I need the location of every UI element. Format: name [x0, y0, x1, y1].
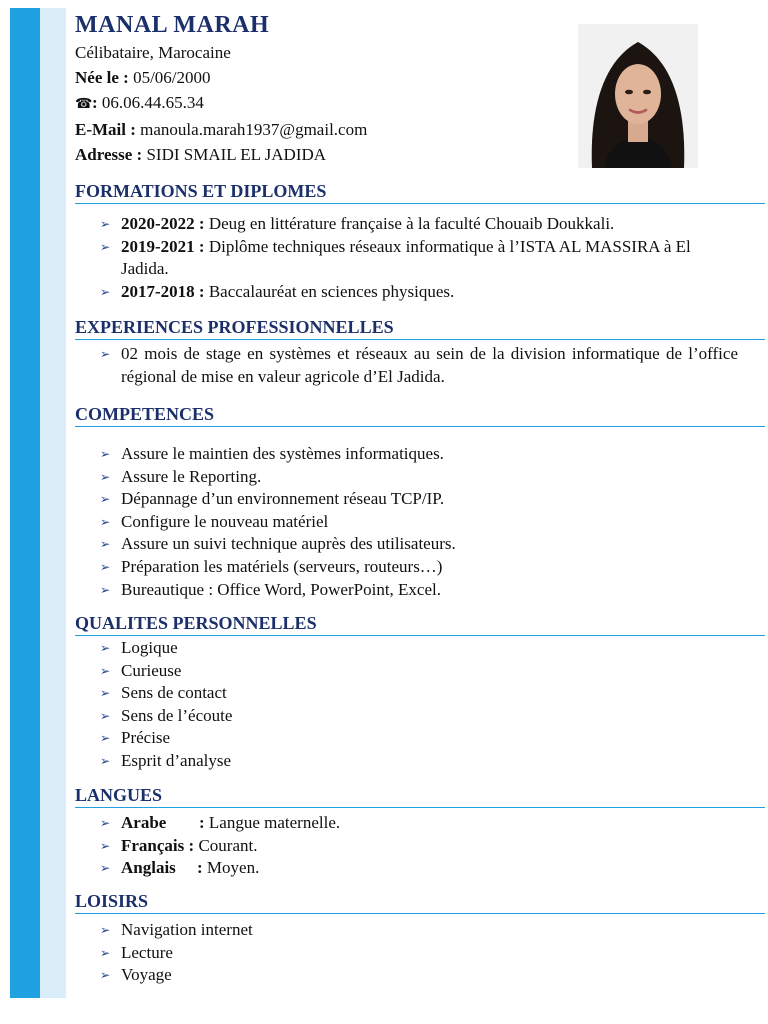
loisirs-list: [100, 919, 738, 987]
list-item: ➢ Voyage: [100, 964, 738, 987]
arrowhead-bullet-icon: ➢: [100, 923, 111, 937]
list-item: ➢ Navigation internet: [100, 919, 738, 942]
address-value: SIDI SMAIL EL JADIDA: [146, 145, 327, 164]
email-value[interactable]: manoula.marah1937@gmail.com: [140, 120, 368, 139]
list-item: ➢ Curieuse: [100, 660, 738, 683]
list-item: ➢ Dépannage d’un environnement réseau TCP/IP.: [100, 488, 738, 511]
competences-list: [100, 443, 738, 601]
section-title-experiences: EXPERIENCES PROFESSIONNELLES: [75, 316, 765, 340]
list-item: ➢ Bureautique : Office Word, PowerPoint, Excel.: [100, 579, 738, 602]
arrowhead-bullet-icon: ➢: [100, 731, 111, 746]
phone-value: 06.06.44.65.34: [101, 93, 204, 112]
arrowhead-bullet-icon: ➢: [100, 708, 111, 723]
list-item: ➢ Assure le maintien des systèmes informatiques.: [100, 443, 738, 466]
list-item: ➢ Logique: [100, 637, 738, 660]
section-title-competences: COMPETENCES: [75, 403, 765, 427]
profile-photo: [578, 24, 698, 168]
list-item: ➢ Sens de l’écoute: [100, 705, 738, 728]
phone: [75, 90, 555, 117]
list-item: ➢ 2019-2021 : Diplôme techniques réseaux informatique à l’ISTA AL MASSIRA à El Jadida.: [100, 236, 691, 279]
side-bar-dark: [10, 8, 40, 998]
personal-info: [75, 10, 555, 167]
formations-list: [100, 213, 738, 303]
arrowhead-bullet-icon: ➢: [100, 968, 111, 983]
address-label: Adresse :: [75, 145, 143, 164]
arrowhead-bullet-icon: ➢: [100, 861, 111, 876]
section-title-qualites: QUALITES PERSONNELLES: [75, 612, 765, 636]
experiences-list: [100, 343, 738, 388]
list-item: ➢ Esprit d’analyse: [100, 750, 738, 773]
list-item: ➢ 2020-2022 : Deug en littérature française à la faculté Chouaib Doukkali.: [100, 213, 738, 236]
birth-value: 05/06/2000: [133, 68, 211, 87]
list-item: ➢ Configure le nouveau matériel: [100, 511, 738, 534]
full-name: MANAL MARAH: [75, 12, 270, 38]
list-item: ➢ Assure le Reporting.: [100, 466, 738, 489]
arrowhead-bullet-icon: ➢: [100, 816, 111, 830]
list-item: ➢ Français : Courant.: [100, 835, 738, 858]
arrowhead-bullet-icon: ➢: [100, 239, 111, 254]
arrowhead-bullet-icon: ➢: [100, 469, 111, 484]
arrowhead-bullet-icon: ➢: [100, 284, 111, 299]
civil-status: Célibataire, Marocaine: [75, 43, 231, 62]
arrowhead-bullet-icon: ➢: [100, 686, 111, 701]
arrowhead-bullet-icon: ➢: [100, 559, 111, 574]
list-item: ➢ Assure un suivi technique auprès des utilisateurs.: [100, 533, 738, 556]
section-title-langues: LANGUES: [75, 784, 765, 808]
portrait-illustration: [578, 24, 698, 168]
address: [75, 142, 555, 167]
arrowhead-bullet-icon: ➢: [100, 945, 111, 960]
arrowhead-bullet-icon: ➢: [100, 582, 111, 597]
email-label: E-Mail :: [75, 120, 136, 139]
arrowhead-bullet-icon: ➢: [100, 217, 111, 231]
qualites-list: [100, 637, 738, 773]
list-item: ➢ Arabe : Langue maternelle.: [100, 812, 738, 835]
list-item: ➢ Préparation les matériels (serveurs, routeurs…): [100, 556, 738, 579]
arrowhead-bullet-icon: ➢: [100, 537, 111, 552]
list-item: ➢ 2017-2018 : Baccalauréat en sciences physiques.: [100, 281, 738, 304]
list-item: ➢ Précise: [100, 727, 738, 750]
list-item: ➢ Anglais : Moyen.: [100, 857, 738, 880]
birth-label: Née le :: [75, 68, 129, 87]
arrowhead-bullet-icon: ➢: [100, 492, 111, 507]
arrowhead-bullet-icon: ➢: [100, 447, 111, 461]
list-item: ➢ Lecture: [100, 942, 738, 965]
section-title-formations: FORMATIONS ET DIPLOMES: [75, 180, 765, 204]
langues-list: [100, 812, 738, 880]
arrowhead-bullet-icon: ➢: [100, 641, 111, 655]
telephone-icon: ☎: [75, 96, 93, 112]
list-item: ➢ 02 mois de stage en systèmes et réseaux au sein de la division informatique de l’office régional de mise en valeur agricole d’El Jadida.: [100, 344, 738, 386]
arrowhead-bullet-icon: ➢: [100, 838, 111, 853]
list-item: ➢ Sens de contact: [100, 682, 738, 705]
email: [75, 117, 555, 142]
arrowhead-bullet-icon: ➢: [100, 347, 111, 361]
side-bar-light: [40, 8, 66, 998]
arrowhead-bullet-icon: ➢: [100, 663, 111, 678]
arrowhead-bullet-icon: ➢: [100, 753, 111, 768]
phone-label: :: [92, 93, 98, 112]
arrowhead-bullet-icon: ➢: [100, 514, 111, 529]
birth-date: [75, 65, 555, 90]
section-title-loisirs: LOISIRS: [75, 890, 765, 914]
